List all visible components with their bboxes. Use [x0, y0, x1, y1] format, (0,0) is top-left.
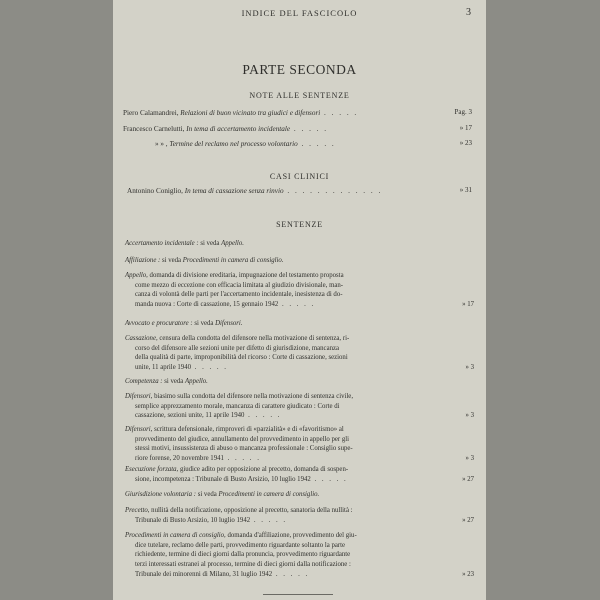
sentenza-continuation: sione, incompetenza : Tribunale di Busto Arsizio, 10 luglio 1942 . . . . .	[135, 475, 348, 483]
sentenza-first-line	[125, 320, 243, 327]
sentenza-continuation: Tribunale di Busto Arsizio, 10 luglio 1942 . . . . .	[135, 516, 288, 524]
sentenza-page: » 3	[465, 364, 474, 372]
leader-dots: . . . . .	[310, 475, 348, 483]
sentenza-first-line	[125, 426, 344, 433]
sentenza-keyword: Appello,	[125, 272, 150, 279]
sentenza-keyword: Esecuzione forzata,	[125, 466, 180, 473]
sentenza-keyword: Avvocato e procuratore :	[125, 320, 195, 327]
note-entry	[123, 108, 441, 118]
sentenza-continuation: provvedimento del giudice, annullamento del provvedimento in appello per gli	[135, 435, 350, 443]
sentenza-text: si veda	[162, 257, 183, 264]
note-entry	[123, 139, 441, 149]
sentenza-continuation: cassazione, sezioni unite, 11 aprile 1940 . . . . .	[135, 412, 282, 420]
leader-dots: . . . . .	[223, 455, 261, 463]
sentenza-reference: Appello.	[221, 240, 244, 247]
sentenza-continuation: terzi interessati estranei al processo, termine di dieci giorni dalla notificazione :	[135, 561, 351, 569]
sentenza-first-line	[125, 532, 357, 539]
sentenza-continuation: unite, 11 aprile 1940 . . . . .	[135, 364, 228, 372]
note-title: Relazioni di buon vicinato tra giudici e difensori	[180, 109, 321, 117]
casi-author: Antonino Coniglio,	[127, 187, 185, 195]
leader-dots: . . . . .	[250, 516, 288, 524]
sentenza-entry	[125, 506, 425, 525]
sentenza-continuation: riore forense, 20 novembre 1941 . . . . .	[135, 455, 261, 463]
casi-page: » 31	[459, 186, 472, 194]
sentenze-heading: SENTENZE	[276, 220, 323, 229]
leader-dots: . . . . .	[191, 364, 228, 372]
note-author: » »	[155, 140, 166, 148]
sentenza-reference: Appello.	[185, 378, 208, 385]
note-page: Pag. 3	[454, 108, 472, 116]
sentenza-continuation: della qualità di parte, improponibilità del ricorso : Corte di cassazione, sezioni	[135, 354, 348, 362]
sentenza-continuation: come mezzo di eccezione con efficacia limitata al giudizio divisionale, man-	[135, 281, 344, 289]
leader-dots: . . . . .	[320, 109, 359, 117]
sentenza-text: si veda	[200, 240, 222, 247]
sentenza-entry	[125, 531, 425, 580]
header-title: INDICE DEL FASCICOLO	[241, 8, 358, 18]
sentenza-keyword: Giurisdizione volontaria :	[125, 491, 198, 498]
sentenza-entry	[125, 239, 425, 249]
index-page	[113, 0, 486, 600]
sentenza-page: » 3	[465, 412, 474, 420]
header-page-number: 3	[466, 7, 472, 18]
sentenza-text: censura della condotta del difensore nella motivazione di sentenza, ri-	[159, 335, 350, 342]
sentenza-entry	[125, 490, 425, 500]
sentenza-page: » 27	[462, 475, 474, 483]
note-author: Piero Calamandrei,	[123, 109, 181, 117]
sentenza-first-line	[125, 272, 344, 279]
sentenza-first-line	[125, 335, 349, 342]
sentenza-continuation: canza di volontà delle parti per l'accertamento incidentale, inesistenza di do-	[135, 291, 343, 299]
sentenza-page: » 3	[465, 455, 474, 463]
sentenza-text: si veda	[194, 320, 216, 327]
sentenza-reference: Procedimenti in camera di consiglio.	[182, 257, 284, 264]
note-title: , Termine del reclamo nel processo volontario	[165, 140, 298, 148]
bottom-rule	[263, 594, 333, 595]
sentenza-entry	[125, 425, 425, 464]
sentenza-keyword: Accertamento incidentale :	[125, 240, 201, 247]
leader-dots: . . . . .	[297, 140, 336, 148]
note-page: » 17	[459, 124, 472, 132]
casi-title: In tema di cassazione senza rinvio	[184, 187, 284, 195]
sentenza-text: biasimo sulla condotta del difensore nella motivazione di sentenza civile,	[154, 393, 354, 400]
sentenza-continuation: stessi motivi, insussistenza di abuso o mancanza professionale : Consiglio supe-	[135, 445, 353, 453]
sentenza-continuation: semplice apprezzamento morale, mancanza di carattere giudicato : Corte di	[135, 402, 340, 410]
sentenza-reference: Difensori.	[215, 320, 243, 327]
sentenza-entry	[125, 392, 425, 421]
sentenza-text: domanda d'affiliazione, provvedimento del giu-	[227, 532, 357, 539]
sentenza-entry	[125, 271, 425, 310]
casi-heading: CASI CLINICI	[269, 172, 330, 181]
sentenza-entry	[125, 256, 425, 266]
sentenza-keyword: Precetto,	[125, 507, 152, 514]
note-author: Francesco Carnelutti,	[123, 125, 187, 133]
leader-dots: . . . . .	[278, 301, 316, 309]
leader-dots: . . . . .	[290, 125, 329, 133]
sentenza-text: si veda	[197, 491, 219, 498]
sentenza-page: » 23	[462, 570, 474, 578]
sentenza-entry	[125, 377, 425, 387]
sentenza-keyword: Competenza :	[125, 378, 165, 385]
sentenza-keyword: Difensori,	[125, 426, 155, 433]
sentenza-text: si veda	[164, 378, 186, 385]
sentenza-continuation: Tribunale dei minorenni di Milano, 31 luglio 1942 . . . . .	[135, 570, 310, 578]
sentenza-first-line	[125, 491, 319, 498]
sentenza-page: » 27	[462, 516, 474, 524]
sentenza-continuation: richiedente, termine di dieci giorni dalla pronuncia, provvedimento riguardante	[135, 551, 351, 559]
sentenza-first-line	[125, 240, 244, 247]
sentenza-keyword: Procedimenti in camera di consiglio,	[125, 532, 228, 539]
sentenza-continuation: manda nuova : Corte di cassazione, 15 gennaio 1942 . . . . .	[135, 301, 316, 309]
sentenza-reference: Procedimenti in camera di consiglio.	[218, 491, 320, 498]
sentenza-first-line	[125, 393, 353, 400]
sentenza-first-line	[125, 257, 284, 264]
sentenza-text: scrittura defensionale, rimproveri di «parzialità» e di «favoritismo» al	[154, 426, 344, 433]
sentenza-first-line	[125, 507, 353, 514]
sentenza-keyword: Cassazione,	[125, 335, 160, 342]
note-entry	[123, 124, 441, 134]
sentenza-keyword: Difensori,	[125, 393, 155, 400]
sentenza-entry	[125, 465, 425, 484]
sentenza-entry	[125, 334, 425, 373]
sentenza-continuation: dice tutelare, reclamo delle parti, provvedimento riguardante soltanto la parte	[135, 541, 346, 549]
notes-heading: NOTE ALLE SENTENZE	[249, 91, 350, 100]
sentenza-page: » 17	[462, 301, 474, 309]
sentenza-keyword: Affiliazione :	[125, 257, 163, 264]
leader-dots: . . . . .	[272, 570, 310, 578]
leader-dots: . . . . .	[244, 412, 282, 420]
sentenza-entry	[125, 319, 425, 329]
sentenza-text: nullità della notificazione, opposizione al precetto, sanatoria della nullità :	[151, 507, 353, 514]
casi-entry	[127, 186, 445, 196]
sentenza-text: giudice adito per opposizione al precetto, domanda di sospen-	[179, 466, 349, 473]
sentenza-continuation: corso del difensore alle sezioni unite per difetto di giurisdizione, mancanza	[135, 344, 340, 352]
note-title: In tema di accertamento incidentale	[186, 125, 291, 133]
note-page: » 23	[459, 139, 472, 147]
sentenza-first-line	[125, 466, 348, 473]
part-title: PARTE SECONDA	[242, 62, 357, 77]
sentenza-first-line	[125, 378, 208, 385]
sentenza-text: domanda di divisione ereditaria, impugnazione del testamento proposta	[149, 272, 344, 279]
leader-dots: . . . . . . . . . . . . .	[283, 187, 383, 195]
